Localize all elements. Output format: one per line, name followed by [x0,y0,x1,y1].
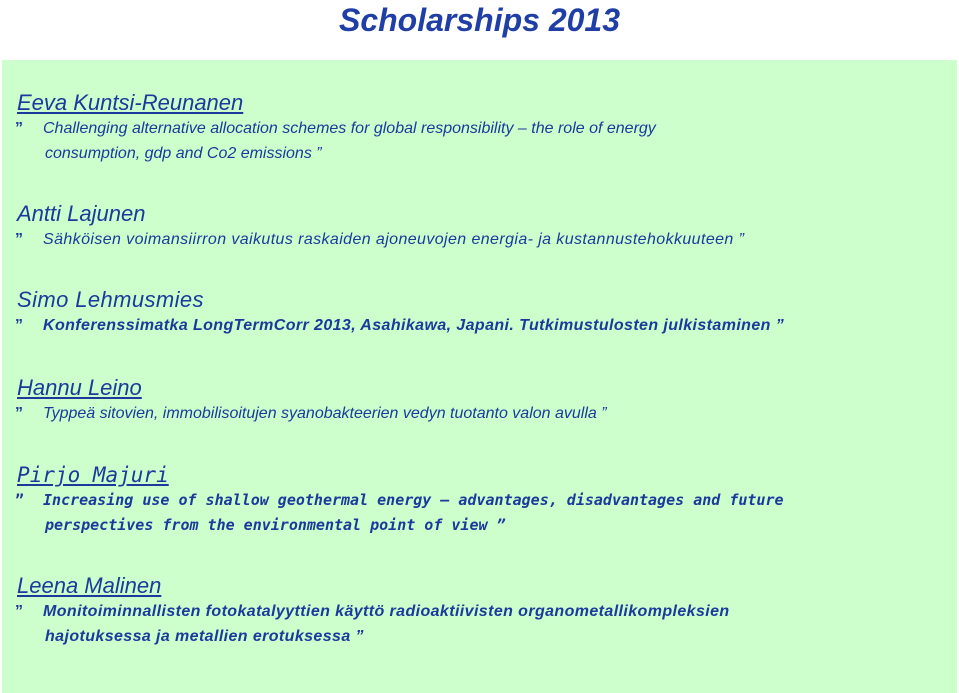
close-quote: ” [316,145,322,162]
page-title: Scholarships 2013 [338,2,621,38]
project-title [15,599,945,649]
recipient-name: Antti Lajunen [17,201,146,226]
open-quote: ” [15,120,23,137]
project-title-line: consumption, gdp and Co2 emissions [45,145,312,162]
project-title-line: Typpeä sitovien, immobilisoitujen syanobakteerien vedyn tuotanto valon avulla [43,405,597,422]
project-title [15,401,945,426]
project-title-line: Challenging alternative allocation schemes for global responsibility – the role of energy [43,120,656,137]
close-quote: ” [601,405,607,422]
scholarship-entry [15,90,945,166]
recipient-name: Simo Lehmusmies [17,287,204,312]
recipient-name: Leena Malinen [17,573,162,598]
project-title-line: perspectives from the environmental point of view [45,516,488,534]
project-title-line: Monitoiminnallisten fotokatalyyttien käyttö radioaktiivisten organometallikompleksien [43,603,730,620]
project-title-line: Konferenssimatka LongTermCorr 2013, Asahikawa, Japani. Tutkimustulosten julkistaminen [43,317,771,334]
project-title [15,488,945,538]
recipient-name: Pirjo Majuri [17,463,169,487]
scholarship-entry [15,375,945,426]
recipient-name: Hannu Leino [17,375,142,400]
project-title [15,116,945,166]
scholarship-entry [15,573,945,649]
project-title-line: Increasing use of shallow geothermal energy – advantages, disadvantages and future [43,491,784,509]
open-quote: ” [15,491,25,509]
open-quote: ” [15,317,24,334]
scholarship-list-panel [2,60,957,693]
recipient-name: Eeva Kuntsi-Reunanen [17,90,244,115]
project-title [15,313,945,338]
project-title-line: Sähköisen voimansiirron vaikutus raskaiden ajoneuvojen energia- ja kustannustehokkuuteen [43,231,734,248]
close-quote: ” [738,231,745,248]
scholarship-entry [15,201,945,252]
project-title [15,227,945,252]
open-quote: ” [15,405,23,422]
scholarship-entry [15,462,945,538]
close-quote: ” [775,317,785,334]
close-quote: ” [355,628,364,645]
open-quote: ” [15,231,24,248]
close-quote: ” [496,516,506,534]
open-quote: ” [15,603,24,620]
scholarship-entry [15,287,945,338]
project-title-line: hajotuksessa ja metallien erotuksessa [45,628,351,645]
